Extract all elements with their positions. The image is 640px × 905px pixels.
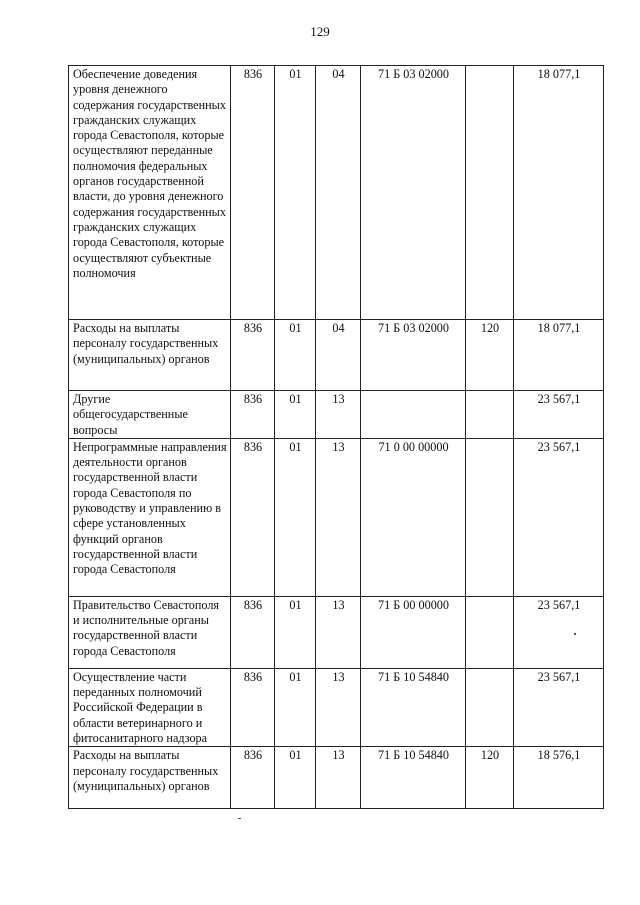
admin-code-cell: 836 (231, 596, 275, 668)
target-code-cell: 71 Б 00 00000 (361, 596, 466, 668)
expense-type-cell: 120 (466, 747, 514, 809)
page-number: 129 (310, 24, 330, 39)
section-code-cell: 01 (275, 596, 316, 668)
admin-code-cell: 836 (231, 668, 275, 746)
table-row (69, 438, 604, 596)
row-name-cell: Другие общегосударственные вопросы (69, 391, 231, 439)
expense-type-cell: 120 (466, 320, 514, 391)
amount-cell: 23 567,1 (514, 438, 604, 596)
expense-type-cell (466, 391, 514, 439)
table-row (69, 391, 604, 439)
row-name-cell: Расходы на выплаты персоналу государственных (муниципальных) органов (69, 747, 231, 809)
scan-speck (238, 818, 241, 819)
row-name-cell: Правительство Севастополя и исполнительные органы государственной власти города Севастополя (69, 596, 231, 668)
section-code-cell: 01 (275, 66, 316, 320)
admin-code-cell: 836 (231, 391, 275, 439)
subsection-code-cell: 13 (316, 438, 361, 596)
table-row (69, 320, 604, 391)
expense-type-cell (466, 66, 514, 320)
admin-code-cell: 836 (231, 747, 275, 809)
budget-table (68, 65, 604, 809)
subsection-code-cell: 13 (316, 747, 361, 809)
subsection-code-cell: 13 (316, 391, 361, 439)
row-name-cell: Обеспечение доведения уровня денежного содержания государственных гражданских служащих города Севастополя, которые осуществляют переданные полномочия федеральных органов государственной власти, до уровня денежного содержания государственных гражданских служащих города Севастополя, которые осуществляют субъектные полномочия (69, 66, 231, 320)
target-code-cell: 71 Б 03 02000 (361, 320, 466, 391)
section-code-cell: 01 (275, 391, 316, 439)
amount-cell: 18 077,1 (514, 66, 604, 320)
expense-type-cell (466, 668, 514, 746)
admin-code-cell: 836 (231, 320, 275, 391)
subsection-code-cell: 04 (316, 320, 361, 391)
target-code-cell (361, 391, 466, 439)
target-code-cell: 71 Б 03 02000 (361, 66, 466, 320)
amount-cell: 18 077,1 (514, 320, 604, 391)
section-code-cell: 01 (275, 438, 316, 596)
section-code-cell: 01 (275, 747, 316, 809)
target-code-cell: 71 Б 10 54840 (361, 668, 466, 746)
scan-speck (574, 633, 576, 635)
expense-type-cell (466, 438, 514, 596)
row-name-cell: Расходы на выплаты персоналу государственных (муниципальных) органов (69, 320, 231, 391)
amount-cell: 23 567,1 (514, 596, 604, 668)
table-body (69, 66, 604, 809)
table-row (69, 747, 604, 809)
admin-code-cell: 836 (231, 66, 275, 320)
expense-type-cell (466, 596, 514, 668)
amount-cell: 23 567,1 (514, 668, 604, 746)
target-code-cell: 71 Б 10 54840 (361, 747, 466, 809)
target-code-cell: 71 0 00 00000 (361, 438, 466, 596)
amount-cell: 23 567,1 (514, 391, 604, 439)
section-code-cell: 01 (275, 320, 316, 391)
section-code-cell: 01 (275, 668, 316, 746)
amount-cell: 18 576,1 (514, 747, 604, 809)
row-name-cell: Осуществление части переданных полномочий Российской Федерации в области ветеринарного и фитосанитарного надзора (69, 668, 231, 746)
subsection-code-cell: 04 (316, 66, 361, 320)
row-name-cell: Непрограммные направления деятельности органов государственной власти города Севастополя по руководству и управлению в сфере установленных функций органов государственной власти города Севастополя (69, 438, 231, 596)
admin-code-cell: 836 (231, 438, 275, 596)
table-row (69, 668, 604, 746)
subsection-code-cell: 13 (316, 596, 361, 668)
subsection-code-cell: 13 (316, 668, 361, 746)
table-row (69, 66, 604, 320)
table-row (69, 596, 604, 668)
